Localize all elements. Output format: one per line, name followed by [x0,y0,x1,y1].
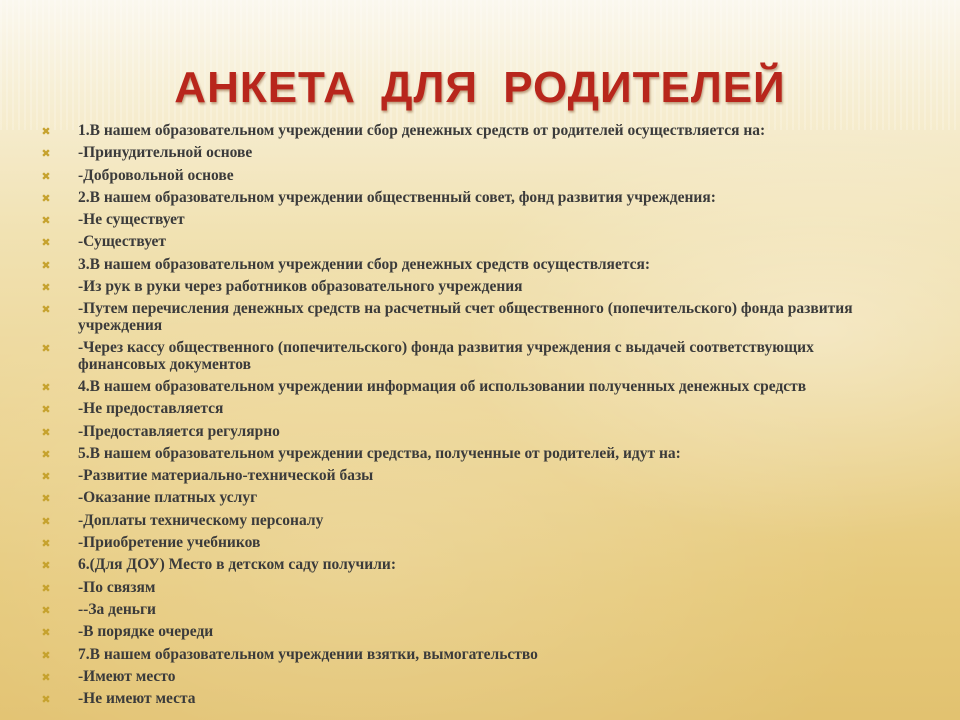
list-item [0,168,960,185]
x-bullet-icon: ✖ [41,125,51,138]
list-item-text: -Доплаты техническому персоналу [78,511,324,529]
list-item-text: -Имеют место [78,667,176,685]
list-item-text: 1.В нашем образовательном учреждении сбор денежных средств от родителей осуществляется на: [78,122,766,139]
list-item-text: --За деньги [78,600,156,618]
list-item [0,647,960,664]
x-bullet-icon: ✖ [41,380,51,394]
x-bullet-icon: ✖ [41,191,51,205]
list-item [0,691,960,708]
list-item-text: -Приобретение учебников [78,534,261,552]
list-item [0,257,960,274]
x-bullet-icon: ✖ [41,214,51,228]
list-item [0,557,960,574]
list-item-text: 4.В нашем образовательном учреждении информация об использовании полученных денежных средств [78,377,807,395]
list-item-text: -Не предоставляется [78,400,224,418]
list-item-text: -Не имеют места [78,690,196,708]
list-item [0,340,960,373]
x-bullet-icon: ✖ [41,670,51,684]
x-bullet-icon: ✖ [41,342,51,356]
list-item-text: -Добровольной основе [78,166,234,184]
list-item [0,513,960,530]
list-item [0,379,960,396]
list-item-text: -Из рук в руки через работников образовательного учреждения [78,278,523,296]
list-item-text: -Путем перечисления денежных средств на расчетный счет общественного (попечительского) фонда развития учреждения [78,300,853,334]
list-item [0,301,960,334]
list-item [0,424,960,441]
list-item-text: -Принудительной основе [78,144,253,162]
list-item [0,580,960,597]
x-bullet-icon: ✖ [41,425,51,439]
x-bullet-icon: ✖ [41,258,51,272]
list-item [0,145,960,162]
x-bullet-icon: ✖ [41,603,51,617]
x-bullet-icon: ✖ [41,648,51,662]
x-bullet-icon: ✖ [41,581,51,595]
x-bullet-icon: ✖ [41,514,51,528]
list-item [0,490,960,507]
x-bullet-icon: ✖ [41,559,51,573]
list-item [0,401,960,418]
x-bullet-icon: ✖ [41,447,51,461]
x-bullet-icon: ✖ [41,236,51,250]
list-item-text: -Через кассу общественного (попечительского) фонда развития учреждения с выдачей соответствующих финансовых документов [78,339,814,373]
x-bullet-icon: ✖ [41,303,51,317]
x-bullet-icon: ✖ [41,626,51,640]
list-item [0,602,960,619]
list-item-text: 3.В нашем образовательном учреждении сбор денежных средств осуществляется: [78,255,651,273]
x-bullet-icon: ✖ [41,169,51,183]
list-item [0,446,960,463]
list-item-text: -В порядке очереди [78,623,214,641]
list-item-text: 6.(Для ДОУ) Место в детском саду получили: [78,556,397,574]
list-item-text: 5.В нашем образовательном учреждении средства, полученные от родителей, идут на: [78,444,681,462]
x-bullet-icon: ✖ [41,492,51,506]
questionnaire-list [0,123,960,713]
x-bullet-icon: ✖ [41,147,51,161]
page-title: АНКЕТА ДЛЯ РОДИТЕЛЕЙ [174,63,786,112]
list-item [0,669,960,686]
x-bullet-icon: ✖ [41,281,51,295]
list-item [0,279,960,296]
list-item-text: -Оказание платных услуг [78,489,258,507]
list-item-text: -Не существует [78,211,185,229]
list-item [0,535,960,552]
list-item-text: -Существует [78,233,166,251]
x-bullet-icon: ✖ [41,403,51,417]
list-item-text: 7.В нашем образовательном учреждении взятки, вымогательство [78,645,538,663]
list-item [0,468,960,485]
x-bullet-icon: ✖ [41,537,51,551]
list-item [0,123,960,140]
x-bullet-icon: ✖ [41,693,51,707]
list-item-text: 2.В нашем образовательном учреждении общественный совет, фонд развития учреждения: [78,188,716,206]
list-item-text: -Развитие материально-технической базы [78,467,374,485]
list-item [0,624,960,641]
list-item [0,190,960,207]
list-item [0,234,960,251]
x-bullet-icon: ✖ [41,470,51,484]
list-item-text: -По связям [78,578,156,596]
list-item-text: -Предоставляется регулярно [78,422,280,440]
list-item [0,212,960,229]
